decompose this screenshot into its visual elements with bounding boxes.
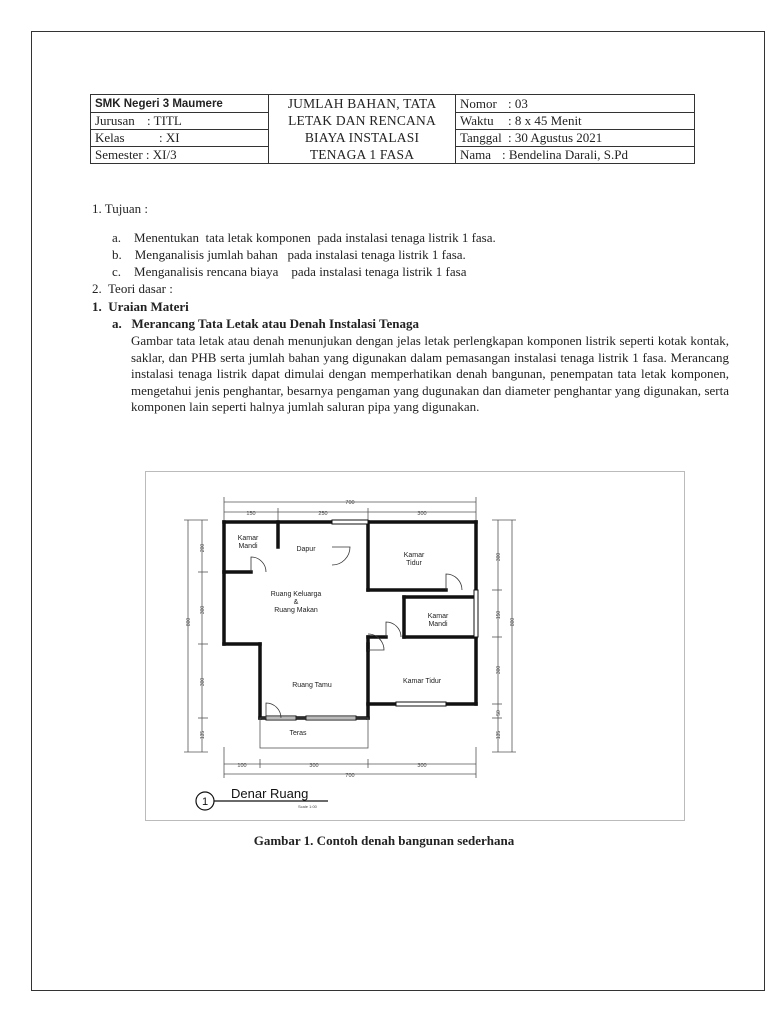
dim-left-4: 135 [200,730,206,740]
room-ruang-tamu: Ruang Tamu [292,682,332,689]
nomor-cell: Nomor : 03 [456,95,695,113]
dim-right-4: 50 [496,710,502,716]
dim-bottom-total: 700 [345,773,355,779]
tujuan-heading: 1. Tujuan : [92,201,148,216]
room-ruang-keluarga-line2: & [293,599,299,606]
dim-top-2: 250 [318,511,328,517]
jurusan-cell: Jurusan : TITL [91,113,269,130]
dim-bottom-3: 300 [417,763,427,769]
floor-plan-drawing [146,472,686,822]
dim-right-5: 135 [496,730,502,740]
nama-cell: Nama : Bendelina Darali, S.Pd [456,147,695,164]
dim-left-total: 800 [186,617,192,627]
uraian-heading: 1. Uraian Materi [92,299,189,314]
dim-bottom-2: 300 [309,763,319,769]
plan-marker-number: 1 [201,796,209,808]
tujuan-item-b: b. Menganalisis jumlah bahan pada instalasi tenaga listrik 1 fasa. [112,247,466,262]
teori-heading: 2. Teori dasar : [92,281,173,296]
dim-left-1: 200 [200,543,206,553]
room-kamar-tidur-1-line1: Kamar [403,552,425,559]
dim-left-3: 300 [200,677,206,687]
semester-cell: Semester : XI/3 [91,147,269,164]
dim-right-2: 150 [496,610,502,620]
room-kamar-mandi-2-line1: Kamar [427,613,449,620]
dim-bottom-1: 100 [237,763,247,769]
dim-top-1: 150 [246,511,256,517]
school-name: SMK Negeri 3 Maumere [91,95,269,113]
room-kamar-tidur-1-line2: Tidur [406,560,422,567]
room-ruang-keluarga-line3: Ruang Makan [274,607,318,614]
header-table [90,94,695,164]
room-dapur: Dapur [296,546,316,553]
plan-title: Denar Ruang [231,786,309,801]
room-kamar-tidur-2: Kamar Tidur [402,678,442,685]
tanggal-cell: Tanggal : 30 Agustus 2021 [456,130,695,147]
subheading: a. Merancang Tata Letak atau Denah Instalasi Tenaga [112,316,419,331]
tujuan-item-a: a. Menentukan tata letak komponen pada instalasi tenaga listrik 1 fasa. [112,230,496,245]
room-kamar-mandi-2-line2: Mandi [428,621,448,628]
figure-caption: Gambar 1. Contoh denah bangunan sederhana [253,833,515,848]
document-title: JUMLAH BAHAN, TATA LETAK DAN RENCANA BIAYA INSTALASI TENAGA 1 FASA [269,95,456,164]
dim-left-2: 300 [200,605,206,615]
plan-scale: Scale 1:00 [298,804,317,809]
room-kamar-mandi-1-line2: Mandi [238,543,258,550]
waktu-cell: Waktu : 8 x 45 Menit [456,113,695,130]
room-teras: Teras [289,730,307,737]
room-kamar-mandi-1-line1: Kamar [237,535,259,542]
room-ruang-keluarga-line1: Ruang Keluarga [270,591,322,598]
dim-right-total: 800 [510,617,516,627]
dim-top-3: 300 [417,511,427,517]
dim-right-3: 300 [496,665,502,675]
dim-right-1: 300 [496,552,502,562]
dim-top-total: 700 [345,500,355,506]
body-paragraph: Gambar tata letak atau denah menunjukan dengan jelas letak perlengkapan komponen listrik seperti kotak kontak, saklar, dan PHB serta jumlah bahan yang digunakan dalam pemasangan instalasi tenaga listrik 1 fasa. Merancang instalasi tenaga listrik dapat dimulai dengan memperhatikan denah bangunan, penempatan tata letak komponen, mengetahui jenis penghantar, besarnya pengaman yang dugunakan dan diameter penghantar yang digunakan, serta komponen lain seperti halnya jumlah saluran pipa yang digunakan. [131,333,729,414]
floor-plan-figure [145,471,685,821]
kelas-cell: Kelas : XI [91,130,269,147]
tujuan-item-c: c. Menganalisis rencana biaya pada instalasi tenaga listrik 1 fasa [112,264,467,279]
